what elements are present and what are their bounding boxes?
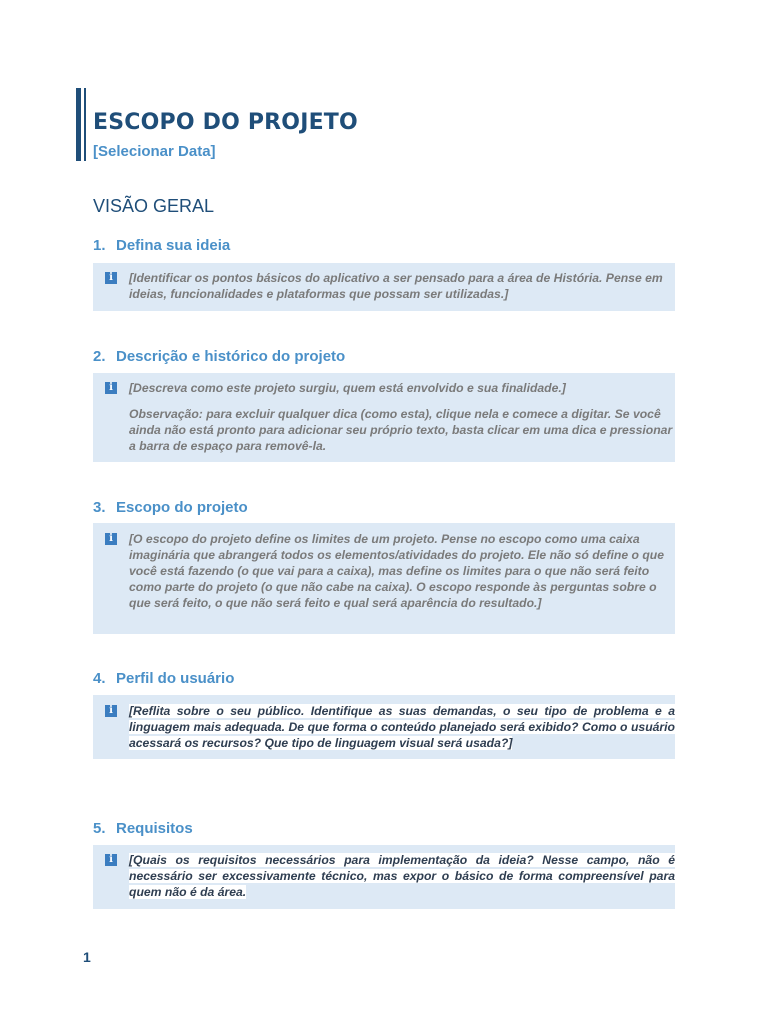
title-accent-bar-thin bbox=[84, 88, 86, 161]
section-heading-project-scope[interactable] bbox=[93, 499, 248, 516]
section-title: Perfil do usuário bbox=[116, 670, 235, 687]
section-number: 3. bbox=[93, 499, 106, 516]
tip-text[interactable] bbox=[129, 380, 675, 454]
section-number: 1. bbox=[93, 237, 106, 254]
tip-paragraph: [Quais os requisitos necessários para implementação da ideia? Nesse campo, não é necessário ser excessivamente técnico, mas expor o básico de forma compreensível para quem não é da área. bbox=[129, 853, 675, 899]
section-number: 5. bbox=[93, 820, 106, 837]
info-icon: i bbox=[105, 382, 117, 394]
info-icon: i bbox=[105, 272, 117, 284]
tip-text[interactable] bbox=[129, 270, 675, 302]
page-number: 1 bbox=[83, 949, 91, 965]
section-heading-requirements[interactable] bbox=[93, 820, 193, 837]
info-icon: i bbox=[105, 705, 117, 717]
tip-paragraph: [Descreva como este projeto surgiu, quem está envolvido e sua finalidade.] bbox=[129, 381, 566, 395]
section-heading-description-history[interactable] bbox=[93, 348, 345, 365]
tip-note-paragraph: Observação: para excluir qualquer dica (como esta), clique nela e comece a digitar. Se você ainda não está pronto para adicionar seu próprio texto, basta clicar em uma dica e pressionar a barra de espaço para removê-la. bbox=[129, 407, 673, 453]
tip-text[interactable] bbox=[129, 852, 675, 900]
section-title: Escopo do projeto bbox=[116, 499, 248, 516]
tip-paragraph: [O escopo do projeto define os limites de um projeto. Pense no escopo como uma caixa imaginária que abrangerá todos os elementos/atividades do projeto. Ele não só define o que você está fazendo (o que vai para a caixa), mas define os limites para o que não será feito como parte do projeto (o que não cabe na caixa). O escopo responde às perguntas sobre o que será feito, o que não será feito e qual será aparência do resultado.] bbox=[129, 532, 665, 610]
section-number: 4. bbox=[93, 670, 106, 687]
info-icon: i bbox=[105, 854, 117, 866]
section-heading-user-profile[interactable] bbox=[93, 670, 234, 687]
title-accent-bar bbox=[76, 88, 81, 161]
tip-box[interactable] bbox=[93, 263, 675, 311]
tip-paragraph: [Identificar os pontos básicos do aplicativo a ser pensado para a área de História. Pense em ideias, funcionalidades e plataformas que possam ser utilizadas.] bbox=[129, 271, 663, 301]
section-heading-define-idea[interactable] bbox=[93, 237, 230, 254]
tip-box[interactable] bbox=[93, 845, 675, 909]
info-icon: i bbox=[105, 533, 117, 545]
document-title[interactable]: ESCOPO DO PROJETO bbox=[93, 110, 358, 135]
overview-heading[interactable]: VISÃO GERAL bbox=[93, 196, 215, 216]
section-title: Defina sua ideia bbox=[116, 237, 231, 254]
tip-paragraph: [Reflita sobre o seu público. Identifique as suas demandas, o seu tipo de problema e a linguagem mais adequada. De que forma o conteúdo planejado será exibido? Como o usuário acessará os recursos? Que tipo de linguagem visual será usada?] bbox=[129, 704, 675, 750]
date-picker-placeholder[interactable]: [Selecionar Data] bbox=[93, 143, 216, 160]
tip-box[interactable] bbox=[93, 523, 675, 634]
section-number: 2. bbox=[93, 348, 106, 365]
tip-box[interactable] bbox=[93, 695, 675, 759]
tip-text[interactable] bbox=[129, 703, 675, 751]
tip-box[interactable] bbox=[93, 373, 675, 462]
tip-text[interactable] bbox=[129, 531, 675, 611]
section-title: Descrição e histórico do projeto bbox=[116, 348, 346, 365]
section-title: Requisitos bbox=[116, 820, 193, 837]
